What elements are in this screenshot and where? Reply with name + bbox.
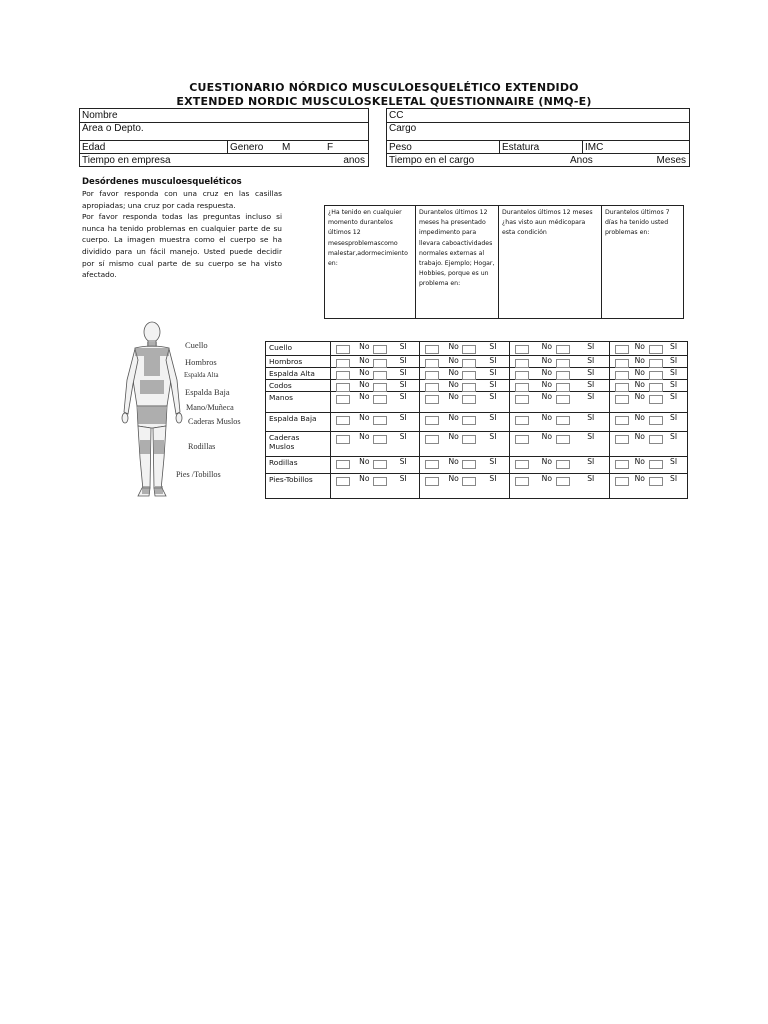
checkbox-no[interactable] xyxy=(373,435,387,444)
genero-m[interactable]: M xyxy=(282,141,291,153)
option-no: No xyxy=(634,368,645,377)
answer-cell-q4 xyxy=(610,380,688,392)
option-si: SI xyxy=(670,413,678,422)
option-si: SI xyxy=(489,392,497,401)
body-part-row xyxy=(266,392,688,413)
option-no: No xyxy=(359,368,370,377)
body-parts-table xyxy=(265,341,688,499)
option-no: No xyxy=(359,342,370,351)
option-no: No xyxy=(359,380,370,389)
option-no: No xyxy=(448,432,459,441)
option-si: SI xyxy=(670,392,678,401)
option-no: No xyxy=(634,342,645,351)
option-si: SI xyxy=(399,413,407,422)
option-si: SI xyxy=(399,342,407,351)
answer-cell-q2 xyxy=(420,368,510,380)
question-header-table xyxy=(324,205,684,319)
checkbox-no[interactable] xyxy=(556,477,570,486)
checkbox-pre[interactable] xyxy=(425,460,439,469)
body-part-label: Cuello xyxy=(266,342,331,356)
checkbox-pre[interactable] xyxy=(425,395,439,404)
question-3: Durantelos últimos 12 meses ¿has visto aun médicopara esta condición xyxy=(499,206,602,319)
option-no: No xyxy=(359,392,370,401)
checkbox-no[interactable] xyxy=(462,395,476,404)
checkbox-no[interactable] xyxy=(373,371,387,380)
tiempo-cargo-anos: Anos xyxy=(570,154,593,166)
option-no: No xyxy=(634,413,645,422)
body-part-label: Caderas Muslos xyxy=(266,432,331,457)
checkbox-pre[interactable] xyxy=(615,416,629,425)
answer-cell-q4 xyxy=(610,342,688,356)
checkbox-pre[interactable] xyxy=(336,345,350,354)
answer-cell-q3 xyxy=(510,474,610,499)
option-si: SI xyxy=(670,457,678,466)
fig-label-espalda-alta: Espalda Alta xyxy=(184,372,219,379)
field-area[interactable]: Área o Depto. xyxy=(80,123,369,141)
instructions-p1: Por favor responda con una cruz en las casillas apropiadas; una cruz por cada respuesta. xyxy=(82,189,282,210)
option-si: SI xyxy=(489,380,497,389)
body-part-row xyxy=(266,342,688,356)
option-si: SI xyxy=(587,380,595,389)
option-no: No xyxy=(448,474,459,483)
body-part-label: Rodillas xyxy=(266,457,331,474)
option-no: No xyxy=(359,474,370,483)
option-si: SI xyxy=(670,368,678,377)
answer-cell-q3 xyxy=(510,356,610,368)
checkbox-no[interactable] xyxy=(556,435,570,444)
fig-label-cuello: Cuello xyxy=(185,340,208,350)
fig-label-espalda-baja: Espalda Baja xyxy=(185,387,230,397)
checkbox-pre[interactable] xyxy=(615,345,629,354)
checkbox-pre[interactable] xyxy=(336,460,350,469)
answer-cell-q1 xyxy=(331,342,420,356)
answer-cell-q4 xyxy=(610,457,688,474)
checkbox-pre[interactable] xyxy=(425,359,439,368)
answer-cell-q4 xyxy=(610,474,688,499)
option-si: SI xyxy=(399,457,407,466)
checkbox-no[interactable] xyxy=(556,345,570,354)
option-si: SI xyxy=(670,356,678,365)
option-no: No xyxy=(359,457,370,466)
option-no: No xyxy=(541,342,552,351)
option-no: No xyxy=(448,392,459,401)
checkbox-pre[interactable] xyxy=(425,383,439,392)
option-no: No xyxy=(541,457,552,466)
checkbox-no[interactable] xyxy=(373,345,387,354)
option-si: SI xyxy=(399,356,407,365)
checkbox-no[interactable] xyxy=(373,359,387,368)
fig-label-rodillas: Rodillas xyxy=(188,442,216,451)
option-si: SI xyxy=(587,392,595,401)
field-cc[interactable]: CC xyxy=(387,109,690,123)
checkbox-pre[interactable] xyxy=(515,477,529,486)
option-si: SI xyxy=(399,368,407,377)
checkbox-no[interactable] xyxy=(373,395,387,404)
checkbox-no[interactable] xyxy=(556,416,570,425)
answer-cell-q1 xyxy=(331,474,420,499)
option-si: SI xyxy=(670,432,678,441)
checkbox-pre[interactable] xyxy=(615,371,629,380)
answer-cell-q3 xyxy=(510,342,610,356)
checkbox-pre[interactable] xyxy=(615,383,629,392)
checkbox-no[interactable] xyxy=(649,416,663,425)
checkbox-pre[interactable] xyxy=(425,477,439,486)
checkbox-no[interactable] xyxy=(462,435,476,444)
checkbox-pre[interactable] xyxy=(515,345,529,354)
fig-label-hombros: Hombros xyxy=(185,357,217,367)
option-si: SI xyxy=(587,474,595,483)
option-si: SI xyxy=(587,356,595,365)
field-tiempo-empresa[interactable] xyxy=(80,154,369,167)
checkbox-no[interactable] xyxy=(462,383,476,392)
body-part-row xyxy=(266,368,688,380)
option-si: SI xyxy=(399,432,407,441)
option-si: SI xyxy=(489,474,497,483)
answer-cell-q3 xyxy=(510,432,610,457)
checkbox-no[interactable] xyxy=(556,359,570,368)
option-no: No xyxy=(359,356,370,365)
answer-cell-q2 xyxy=(420,380,510,392)
option-si: SI xyxy=(399,380,407,389)
personal-info-right xyxy=(386,108,690,167)
option-no: No xyxy=(541,380,552,389)
checkbox-no[interactable] xyxy=(373,416,387,425)
option-si: SI xyxy=(489,432,497,441)
option-no: No xyxy=(541,432,552,441)
body-part-row xyxy=(266,474,688,499)
answer-cell-q2 xyxy=(420,342,510,356)
option-si: SI xyxy=(489,457,497,466)
checkbox-no[interactable] xyxy=(556,460,570,469)
option-no: No xyxy=(448,413,459,422)
fig-label-caderas-muslos: Caderas Muslos xyxy=(188,417,241,426)
answer-cell-q2 xyxy=(420,432,510,457)
option-no: No xyxy=(359,432,370,441)
checkbox-no[interactable] xyxy=(649,371,663,380)
checkbox-pre[interactable] xyxy=(425,435,439,444)
checkbox-pre[interactable] xyxy=(615,460,629,469)
answer-cell-q4 xyxy=(610,392,688,413)
field-edad[interactable]: Edad xyxy=(80,141,228,154)
checkbox-no[interactable] xyxy=(373,383,387,392)
checkbox-no[interactable] xyxy=(556,395,570,404)
body-part-label: Manos xyxy=(266,392,331,413)
field-imc[interactable]: IMC xyxy=(583,141,690,154)
checkbox-pre[interactable] xyxy=(515,359,529,368)
checkbox-no[interactable] xyxy=(462,477,476,486)
instructions xyxy=(82,188,282,281)
tiempo-empresa-anos: anos xyxy=(343,154,365,166)
option-no: No xyxy=(634,392,645,401)
checkbox-no[interactable] xyxy=(462,371,476,380)
checkbox-pre[interactable] xyxy=(515,416,529,425)
body-part-label: Hombros xyxy=(266,356,331,368)
answer-cell-q1 xyxy=(331,413,420,432)
genero-label: Genero xyxy=(230,141,264,153)
checkbox-no[interactable] xyxy=(462,345,476,354)
option-si: SI xyxy=(670,474,678,483)
option-no: No xyxy=(634,356,645,365)
checkbox-pre[interactable] xyxy=(615,477,629,486)
option-si: SI xyxy=(587,413,595,422)
checkbox-pre[interactable] xyxy=(336,383,350,392)
body-part-row xyxy=(266,457,688,474)
checkbox-no[interactable] xyxy=(462,359,476,368)
checkbox-no[interactable] xyxy=(649,435,663,444)
option-si: SI xyxy=(587,342,595,351)
option-no: No xyxy=(634,380,645,389)
answer-cell-q1 xyxy=(331,368,420,380)
checkbox-no[interactable] xyxy=(373,477,387,486)
option-no: No xyxy=(448,356,459,365)
option-si: SI xyxy=(399,392,407,401)
option-no: No xyxy=(541,392,552,401)
section-title: Desórdenes musculoesqueléticos xyxy=(82,177,242,187)
question-1: ¿Ha tenido en cualquier momento durantelos últimos 12 mesesproblemascomo malestar,adormecimiento en: xyxy=(325,206,416,319)
option-no: No xyxy=(448,368,459,377)
body-part-row xyxy=(266,432,688,457)
checkbox-no[interactable] xyxy=(462,416,476,425)
checkbox-pre[interactable] xyxy=(515,460,529,469)
answer-cell-q1 xyxy=(331,392,420,413)
option-si: SI xyxy=(587,368,595,377)
body-part-label: Espalda Baja xyxy=(266,413,331,432)
checkbox-no[interactable] xyxy=(462,460,476,469)
answer-cell-q4 xyxy=(610,432,688,457)
option-no: No xyxy=(541,413,552,422)
checkbox-pre[interactable] xyxy=(515,395,529,404)
checkbox-no[interactable] xyxy=(556,371,570,380)
answer-cell-q3 xyxy=(510,457,610,474)
answer-cell-q1 xyxy=(331,356,420,368)
checkbox-pre[interactable] xyxy=(336,395,350,404)
tiempo-empresa-label: Tiempo en empresa xyxy=(82,154,171,166)
option-no: No xyxy=(541,356,552,365)
fig-label-pies-tobillos: Pies /Tobillos xyxy=(176,470,221,479)
checkbox-pre[interactable] xyxy=(336,359,350,368)
option-si: SI xyxy=(587,432,595,441)
field-nombre[interactable]: Nombre xyxy=(80,109,369,123)
checkbox-no[interactable] xyxy=(649,477,663,486)
checkbox-no[interactable] xyxy=(649,395,663,404)
answer-cell-q2 xyxy=(420,356,510,368)
checkbox-pre[interactable] xyxy=(515,435,529,444)
option-no: No xyxy=(541,368,552,377)
option-si: SI xyxy=(489,342,497,351)
option-si: SI xyxy=(670,342,678,351)
fig-label-mano-muneca: Mano/Muñeca xyxy=(186,403,234,412)
checkbox-pre[interactable] xyxy=(515,371,529,380)
checkbox-no[interactable] xyxy=(556,383,570,392)
checkbox-no[interactable] xyxy=(649,359,663,368)
answer-cell-q2 xyxy=(420,457,510,474)
checkbox-no[interactable] xyxy=(373,460,387,469)
body-part-label: Codos xyxy=(266,380,331,392)
checkbox-no[interactable] xyxy=(649,460,663,469)
option-no: No xyxy=(541,474,552,483)
checkbox-no[interactable] xyxy=(649,345,663,354)
body-part-row xyxy=(266,356,688,368)
question-4: Durantelos últimos 7 días ha tenido usted problemas en: xyxy=(602,206,684,319)
body-part-row xyxy=(266,380,688,392)
answer-cell-q2 xyxy=(420,413,510,432)
title-english: EXTENDED NORDIC MUSCULOSKELETAL QUESTIONNAIRE (NMQ-E) xyxy=(176,95,592,108)
option-no: No xyxy=(359,413,370,422)
checkbox-pre[interactable] xyxy=(425,416,439,425)
answer-cell-q1 xyxy=(331,457,420,474)
checkbox-pre[interactable] xyxy=(425,371,439,380)
field-genero[interactable] xyxy=(228,141,369,154)
answer-cell-q3 xyxy=(510,380,610,392)
answer-cell-q3 xyxy=(510,368,610,380)
option-si: SI xyxy=(489,368,497,377)
field-peso[interactable]: Peso xyxy=(387,141,500,154)
title-spanish: CUESTIONARIO NÓRDICO MUSCULOESQUELÉTICO EXTENDIDO xyxy=(189,81,579,94)
checkbox-pre[interactable] xyxy=(615,359,629,368)
option-si: SI xyxy=(670,380,678,389)
tiempo-cargo-meses: Meses xyxy=(656,154,686,166)
field-cargo[interactable]: Cargo xyxy=(387,123,690,141)
checkbox-pre[interactable] xyxy=(336,477,350,486)
tiempo-cargo-label: Tiempo en el cargo xyxy=(389,154,475,166)
body-part-label: Espalda Alta xyxy=(266,368,331,380)
option-no: No xyxy=(634,432,645,441)
personal-info-left xyxy=(79,108,369,167)
option-si: SI xyxy=(489,356,497,365)
answer-cell-q4 xyxy=(610,368,688,380)
field-tiempo-cargo[interactable] xyxy=(387,154,690,167)
option-no: No xyxy=(448,457,459,466)
checkbox-pre[interactable] xyxy=(615,395,629,404)
body-part-row xyxy=(266,413,688,432)
answer-cell-q4 xyxy=(610,356,688,368)
checkbox-no[interactable] xyxy=(649,383,663,392)
option-si: SI xyxy=(587,457,595,466)
checkbox-pre[interactable] xyxy=(515,383,529,392)
option-no: No xyxy=(448,380,459,389)
answer-cell-q1 xyxy=(331,380,420,392)
answer-cell-q2 xyxy=(420,392,510,413)
genero-f[interactable]: F xyxy=(327,141,334,153)
answer-cell-q4 xyxy=(610,413,688,432)
answer-cell-q1 xyxy=(331,432,420,457)
instructions-p2: Por favor responda todas las preguntas incluso si nunca ha tenido problemas en cualquier parte de su cuerpo. La imagen muestra como el cuerpo se ha dividido para un fácil manejo. Usted puede decidir por sí mismo cual parte de su cuerpo se ha visto afectado. xyxy=(82,212,282,280)
checkbox-pre[interactable] xyxy=(425,345,439,354)
answer-cell-q2 xyxy=(420,474,510,499)
checkbox-pre[interactable] xyxy=(336,371,350,380)
checkbox-pre[interactable] xyxy=(336,435,350,444)
question-2: Durantelos últimos 12 meses ha presentado impedimento para llevara caboactividades normales externas al trabajo. Ejemplo; Hogar, Hobbies, porque es un problema en: xyxy=(416,206,499,319)
checkbox-pre[interactable] xyxy=(336,416,350,425)
body-part-label: Pies-Tobillos xyxy=(266,474,331,499)
answer-cell-q3 xyxy=(510,413,610,432)
option-no: No xyxy=(448,342,459,351)
checkbox-pre[interactable] xyxy=(615,435,629,444)
answer-cell-q3 xyxy=(510,392,610,413)
field-estatura[interactable]: Estatura xyxy=(500,141,583,154)
option-si: SI xyxy=(489,413,497,422)
option-no: No xyxy=(634,474,645,483)
option-no: No xyxy=(634,457,645,466)
option-si: SI xyxy=(399,474,407,483)
